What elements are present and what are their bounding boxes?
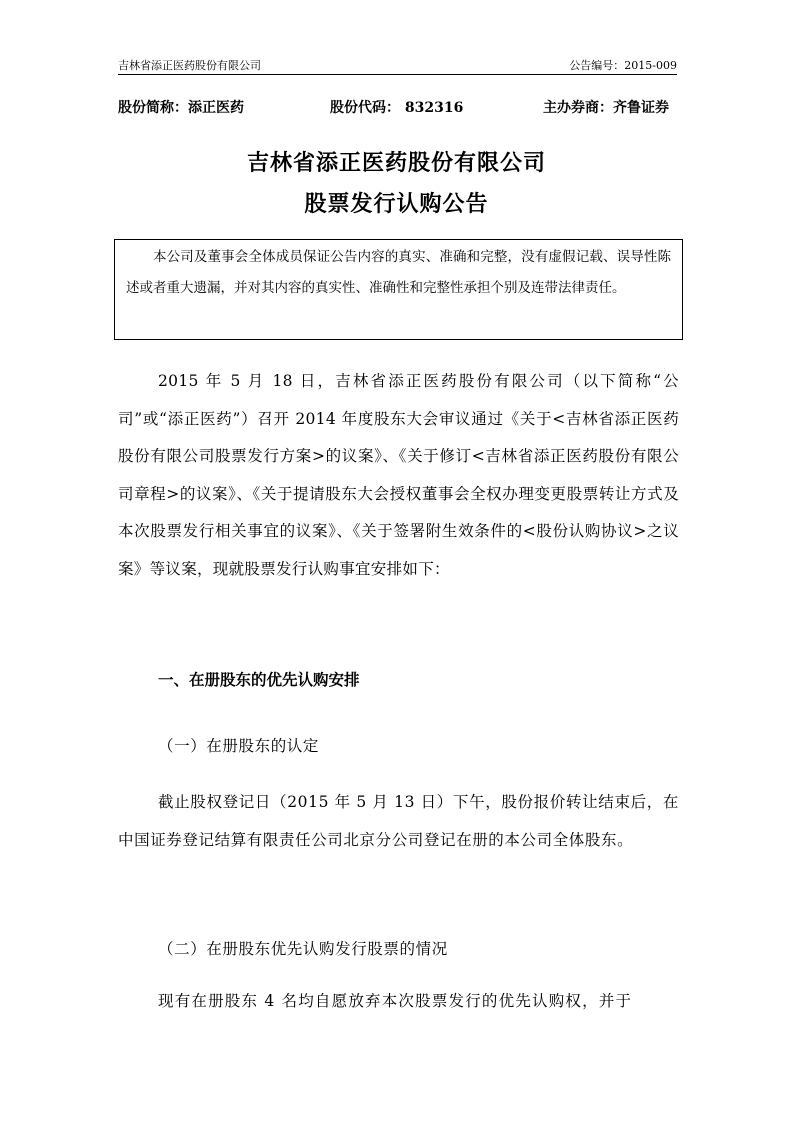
section-heading: 一、在册股东的优先认购安排 — [158, 670, 360, 689]
subsection-heading-2: （二）在册股东优先认购发行股票的情况 — [158, 940, 448, 958]
subsection-paragraph-2: 现有在册股东 4 名均自愿放弃本次股票发行的优先认购权，并于 — [158, 992, 633, 1010]
stock-code: 股份代码： 832316 — [330, 100, 464, 116]
sponsor-broker: 主办券商：齐鲁证券 — [543, 100, 669, 116]
header-company-name: 吉林省添正医药股份有限公司 — [118, 59, 261, 72]
document-title: 股票发行认购公告 — [304, 191, 489, 217]
intro-paragraph: 2015 年 5 月 18 日，吉林省添正医药股份有限公司（以下简称“公司”或“添正医药”）召开 2014 年度股东大会审议通过《关于<吉林省添正医药股份有限公司股票发行方案>的议案》、《关于修订<吉林省添正医药股份有限公司章程>的议案》、《关于提请股东大会授权董事会全权办理变更股票转让方式及本次股票发行相关事宜的议案》、《关于签署附生效条件的<股份认购协议>之议案》等议案，现就股票发行认购事宜安排如下： — [118, 372, 679, 578]
stock-info-line — [118, 97, 677, 117]
stock-short-name: 股份简称：添正医药 — [118, 100, 244, 116]
document-title-company: 吉林省添正医药股份有限公司 — [246, 150, 546, 176]
page-header — [118, 57, 677, 75]
subsection-heading-1: （一）在册股东的认定 — [158, 737, 320, 755]
disclaimer-box: 本公司及董事会全体成员保证公告内容的真实、准确和完整，没有虚假记载、误导性陈述或者重大遗漏，并对其内容的真实性、准确性和完整性承担个别及连带法律责任。 — [114, 239, 683, 340]
header-announcement-number: 公告编号：2015-009 — [569, 59, 677, 72]
subsection-paragraph-1: 截止股权登记日（2015 年 5 月 13 日）下午，股份报价转让结束后，在中国证券登记结算有限责任公司北京分公司登记在册的本公司全体股东。 — [118, 793, 679, 849]
